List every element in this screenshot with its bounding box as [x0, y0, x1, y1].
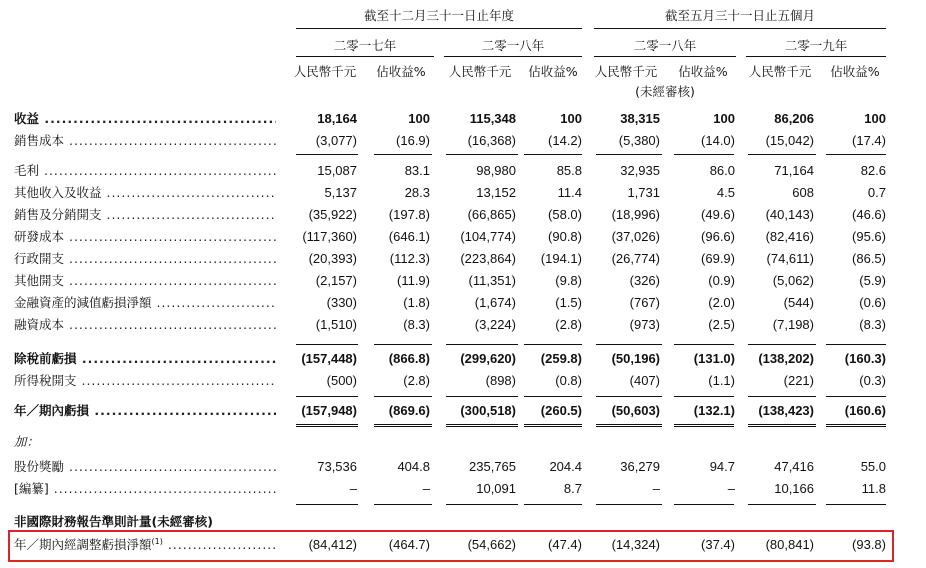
- row-value: (544): [783, 295, 814, 310]
- row-label: 銷售成本 .....: [14, 130, 276, 152]
- non-ifrs-label: 非國際財務報告準則計量(未經審核): [14, 514, 213, 529]
- row-value: 82.6: [860, 163, 886, 178]
- row-value: (47.4): [548, 537, 582, 552]
- row-value: 94.7: [709, 459, 735, 474]
- total-double-rule: [674, 424, 734, 427]
- row-label: 毛利 .....: [14, 160, 276, 182]
- subtotal-rule: [446, 344, 518, 345]
- row-value: (1.5): [555, 295, 582, 310]
- row-value: (299,620): [460, 351, 516, 366]
- header-rule: [594, 56, 736, 57]
- total-double-rule: [446, 424, 518, 427]
- subtotal-rule: [674, 504, 734, 505]
- row-value: (1,674): [474, 295, 516, 310]
- row-value: 86.0: [709, 163, 735, 178]
- row-value: (3,224): [474, 317, 516, 332]
- row-value: (9.8): [555, 273, 582, 288]
- row-value: (18,996): [611, 207, 660, 222]
- subtotal-rule: [748, 396, 816, 397]
- row-value: (326): [629, 273, 660, 288]
- row-value: (49.6): [701, 207, 735, 222]
- row-value: (131.0): [693, 351, 735, 366]
- table-row: [0, 160, 926, 182]
- subtotal-rule: [524, 344, 582, 345]
- row-value: (160.3): [844, 351, 886, 366]
- row-value: (54,662): [467, 537, 516, 552]
- row-value: 98,980: [476, 163, 516, 178]
- table-row: [0, 226, 926, 248]
- row-value: (260.5): [540, 403, 582, 418]
- row-value: (2,157): [315, 273, 357, 288]
- year-2019-header: 二零一九年: [784, 38, 848, 53]
- add-label: 加：: [14, 434, 40, 449]
- row-value: (82,416): [765, 229, 814, 244]
- row-value: (86.5): [852, 251, 886, 266]
- row-value: (37,026): [611, 229, 660, 244]
- row-value: 0.7: [867, 185, 886, 200]
- table-row: [0, 456, 926, 478]
- table-row: [0, 292, 926, 314]
- row-value: 115,348: [469, 111, 516, 126]
- row-value: (2.0): [708, 295, 735, 310]
- row-value: 47,416: [774, 459, 814, 474]
- row-value: (96.6): [701, 229, 735, 244]
- subtotal-rule: [826, 504, 886, 505]
- row-value: (223,864): [460, 251, 516, 266]
- subtotal-rule: [374, 344, 432, 345]
- row-value: (14.0): [701, 133, 735, 148]
- row-value: (160.6): [844, 403, 886, 418]
- row-value: (157,448): [301, 351, 357, 366]
- row-value: 71,164: [774, 163, 814, 178]
- row-value: (197.8): [388, 207, 430, 222]
- row-value: 15,087: [317, 163, 357, 178]
- row-value: (138,202): [758, 351, 814, 366]
- row-label: 年／期內經調整虧損淨額$^{(1)}$ .....: [14, 534, 276, 556]
- row-value: 5,137: [324, 185, 357, 200]
- row-label: 收益 .....: [14, 108, 276, 130]
- rmb-header: 人民幣千元: [748, 64, 812, 79]
- row-value: (2.5): [708, 317, 735, 332]
- pct-header: 佔收益%: [376, 64, 426, 79]
- row-value: (26,774): [611, 251, 660, 266]
- total-double-rule: [748, 424, 816, 427]
- row-value: (74,611): [766, 251, 814, 266]
- row-value: (194.1): [540, 251, 582, 266]
- row-value: (20,393): [308, 251, 357, 266]
- row-value: 100: [408, 111, 430, 126]
- row-label: 所得稅開支 .....: [14, 370, 276, 392]
- table-row: [0, 182, 926, 204]
- row-value: (157,948): [301, 403, 357, 418]
- row-value: 100: [864, 111, 886, 126]
- row-value: (0.3): [859, 373, 886, 388]
- row-value: (407): [629, 373, 660, 388]
- subtotal-rule: [374, 504, 432, 505]
- row-value: (646.1): [388, 229, 430, 244]
- total-double-rule: [296, 424, 358, 427]
- row-label: 除稅前虧損 .....: [14, 348, 276, 370]
- subtotal-rule: [596, 504, 662, 505]
- row-value: (1.1): [708, 373, 735, 388]
- row-value: (37.4): [701, 537, 735, 552]
- row-value: 100: [560, 111, 582, 126]
- row-value: (500): [326, 373, 357, 388]
- row-value: (3,077): [315, 133, 357, 148]
- table-row: [0, 204, 926, 226]
- footnote-marker: (1): [151, 536, 163, 546]
- row-value: (95.6): [852, 229, 886, 244]
- row-value: 235,765: [469, 459, 516, 474]
- subtotal-rule: [446, 154, 518, 155]
- row-label: [編纂] .....: [14, 478, 276, 500]
- subtotal-rule: [826, 344, 886, 345]
- table-row: [0, 248, 926, 270]
- table-row: [0, 270, 926, 292]
- row-value: (14,324): [611, 537, 660, 552]
- row-value: (16.9): [396, 133, 430, 148]
- row-value: 11.4: [557, 185, 582, 200]
- year-2017-header: 二零一七年: [333, 38, 397, 53]
- row-value: (1.8): [403, 295, 430, 310]
- row-value: (132.1): [693, 403, 735, 418]
- row-value: (15,042): [765, 133, 814, 148]
- subtotal-rule: [826, 154, 886, 155]
- row-label: 研發成本 .....: [14, 226, 276, 248]
- row-value: 36,279: [620, 459, 660, 474]
- header-rule: [746, 56, 886, 57]
- subtotal-rule: [296, 396, 358, 397]
- row-value: (330): [326, 295, 357, 310]
- subtotal-rule: [748, 154, 816, 155]
- table-row: [0, 314, 926, 336]
- pct-header: 佔收益%: [678, 64, 728, 79]
- header-rule: [594, 28, 886, 29]
- header-rule: [444, 56, 582, 57]
- row-value: (117,360): [302, 229, 357, 244]
- row-value: –: [422, 481, 430, 496]
- row-value: 1,731: [627, 185, 660, 200]
- period-year-header: 截至十二月三十一日止年度: [363, 8, 514, 23]
- row-value: (66,865): [467, 207, 516, 222]
- subtotal-rule: [524, 396, 582, 397]
- subtotal-rule: [596, 344, 662, 345]
- row-label: 股份獎勵 .....: [14, 456, 276, 478]
- row-value: 83.1: [404, 163, 430, 178]
- row-value: (464.7): [388, 537, 430, 552]
- row-value: (869.6): [388, 403, 430, 418]
- row-value: (11,351): [468, 273, 516, 288]
- year-2018a-header: 二零一八年: [481, 38, 545, 53]
- year-2018b-header: 二零一八年: [633, 38, 697, 53]
- row-value: (300,518): [460, 403, 516, 418]
- total-double-rule: [524, 424, 582, 427]
- row-value: (46.6): [852, 207, 886, 222]
- subtotal-rule: [374, 396, 432, 397]
- row-value: (90.8): [548, 229, 582, 244]
- total-double-rule: [826, 424, 886, 427]
- subtotal-rule: [674, 396, 734, 397]
- table-row: [0, 108, 926, 130]
- row-value: (84,412): [308, 537, 357, 552]
- row-value: 73,536: [317, 459, 357, 474]
- row-value: (69.9): [701, 251, 735, 266]
- subtotal-rule: [296, 154, 358, 155]
- header-rule: [296, 56, 434, 57]
- row-label: 其他開支 .....: [14, 270, 276, 292]
- row-value: (866.8): [388, 351, 430, 366]
- highlight-box: [8, 530, 894, 562]
- row-label: 銷售及分銷開支 .....: [14, 204, 276, 226]
- row-value: (17.4): [852, 133, 886, 148]
- row-value: (112.3): [389, 251, 430, 266]
- unaudited-note: (未經審核): [635, 84, 695, 99]
- table-row: [0, 400, 926, 422]
- row-value: (40,143): [765, 207, 814, 222]
- rmb-header: 人民幣千元: [293, 64, 357, 79]
- row-value: (16,368): [467, 133, 516, 148]
- row-value: 100: [713, 111, 735, 126]
- subtotal-rule: [446, 396, 518, 397]
- row-value: (138,423): [758, 403, 814, 418]
- row-value: (5.9): [859, 273, 886, 288]
- row-value: (80,841): [765, 537, 814, 552]
- row-value: 404.8: [397, 459, 430, 474]
- row-value: (973): [629, 317, 660, 332]
- row-label: 融資成本 .....: [14, 314, 276, 336]
- row-label: 金融資產的減值虧損淨額 .....: [14, 292, 276, 314]
- subtotal-rule: [748, 344, 816, 345]
- total-double-rule: [596, 424, 662, 427]
- row-value: 608: [792, 185, 814, 200]
- row-value: 13,152: [476, 185, 516, 200]
- row-value: (14.2): [548, 133, 582, 148]
- subtotal-rule: [374, 154, 432, 155]
- row-value: (7,198): [772, 317, 814, 332]
- row-value: (58.0): [548, 207, 582, 222]
- row-value: (50,603): [611, 403, 660, 418]
- row-value: (767): [629, 295, 660, 310]
- row-value: 11.8: [861, 481, 886, 496]
- row-value: (0.9): [708, 273, 735, 288]
- row-label: 行政開支 .....: [14, 248, 276, 270]
- row-label: 其他收入及收益 .....: [14, 182, 276, 204]
- table-row: [0, 348, 926, 370]
- row-value: (221): [783, 373, 814, 388]
- row-value: (898): [485, 373, 516, 388]
- row-value: 85.8: [556, 163, 582, 178]
- row-value: (1,510): [315, 317, 357, 332]
- table-row: [0, 478, 926, 500]
- row-value: (93.8): [852, 537, 886, 552]
- row-value: (0.6): [859, 295, 886, 310]
- row-value: 204.4: [549, 459, 582, 474]
- row-value: 38,315: [620, 111, 660, 126]
- subtotal-rule: [296, 504, 358, 505]
- row-value: 32,935: [620, 163, 660, 178]
- row-value: (0.8): [555, 373, 582, 388]
- table-row: [0, 130, 926, 152]
- row-value: (259.8): [540, 351, 582, 366]
- row-value: 55.0: [860, 459, 886, 474]
- row-value: 28.3: [404, 185, 430, 200]
- row-value: 8.7: [563, 481, 582, 496]
- rmb-header: 人民幣千元: [448, 64, 512, 79]
- row-value: (8.3): [403, 317, 430, 332]
- row-value: (35,922): [308, 207, 357, 222]
- row-value: 10,091: [476, 481, 516, 496]
- row-value: (2.8): [555, 317, 582, 332]
- total-double-rule: [374, 424, 432, 427]
- row-value: 18,164: [317, 111, 357, 126]
- header-rule: [296, 28, 582, 29]
- period-five-months-header: 截至五月三十一日止五個月: [664, 8, 815, 23]
- subtotal-rule: [748, 504, 816, 505]
- subtotal-rule: [296, 344, 358, 345]
- row-value: (11.9): [397, 273, 430, 288]
- row-value: (104,774): [460, 229, 516, 244]
- row-value: 86,206: [774, 111, 814, 126]
- subtotal-rule: [826, 396, 886, 397]
- row-value: (2.8): [403, 373, 430, 388]
- subtotal-rule: [674, 344, 734, 345]
- subtotal-rule: [674, 154, 734, 155]
- subtotal-rule: [596, 154, 662, 155]
- subtotal-rule: [596, 396, 662, 397]
- subtotal-rule: [524, 154, 582, 155]
- pct-header: 佔收益%: [528, 64, 578, 79]
- row-value: 4.5: [716, 185, 735, 200]
- subtotal-rule: [524, 504, 582, 505]
- row-value: (8.3): [859, 317, 886, 332]
- row-value: –: [727, 481, 735, 496]
- table-row: [0, 370, 926, 392]
- row-value: 10,166: [774, 481, 814, 496]
- row-label: 年／期內虧損 .....: [14, 400, 276, 422]
- row-value: (5,380): [618, 133, 660, 148]
- row-value: (5,062): [772, 273, 814, 288]
- row-value: (50,196): [611, 351, 660, 366]
- subtotal-rule: [446, 504, 518, 505]
- rmb-header: 人民幣千元: [594, 64, 658, 79]
- pct-header: 佔收益%: [830, 64, 880, 79]
- row-value: –: [349, 481, 357, 496]
- row-value: –: [652, 481, 660, 496]
